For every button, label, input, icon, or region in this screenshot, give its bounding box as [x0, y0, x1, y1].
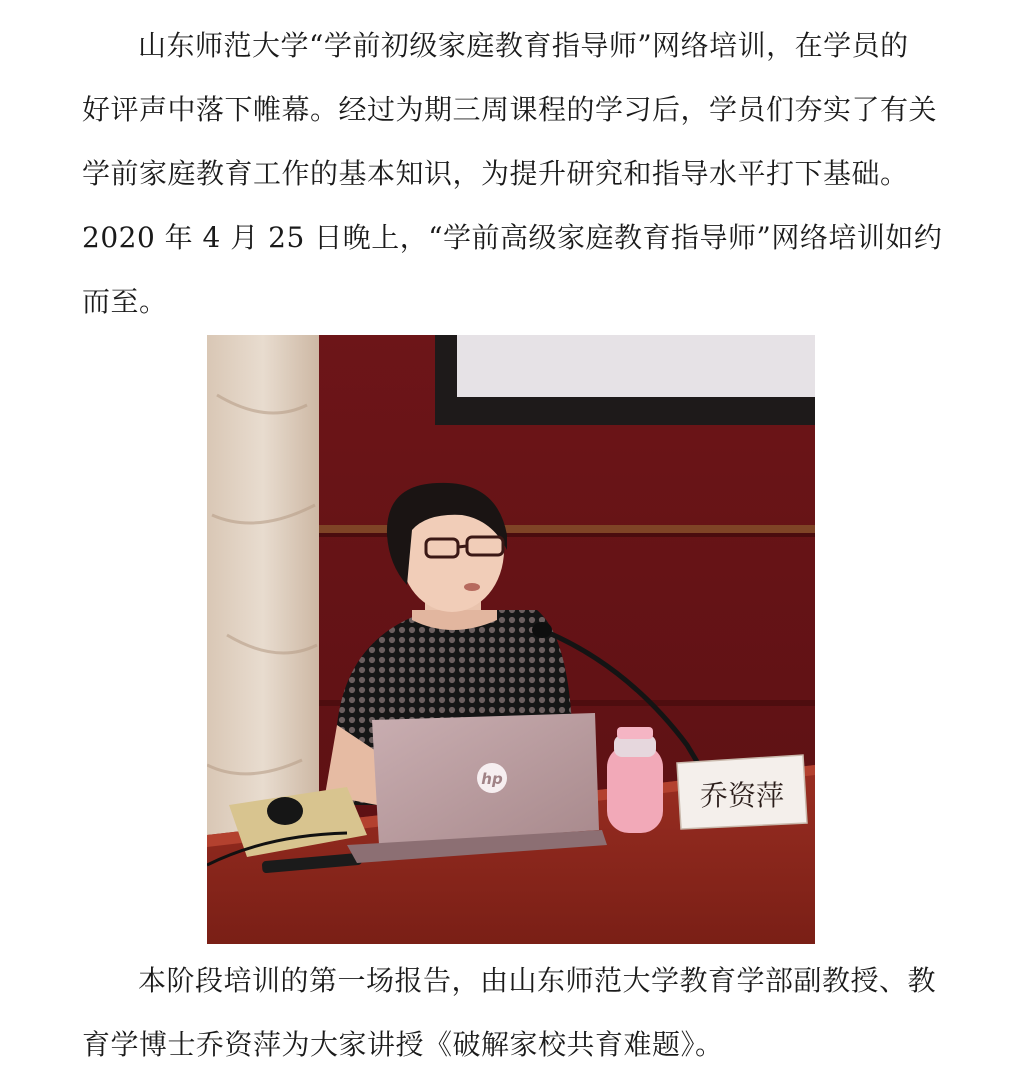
paragraph-line: 山东师范大学“学前初级家庭教育指导师”网络培训，在学员的: [138, 29, 909, 62]
nameplate-text: 乔资萍: [699, 779, 785, 812]
paragraph-line: 好评声中落下帷幕。经过为期三周课程的学习后，学员们夯实了有关: [82, 93, 938, 126]
paragraph-line: 学前家庭教育工作的基本知识，为提升研究和指导水平打下基础。: [82, 157, 909, 190]
paragraph-line: 本阶段培训的第一场报告，由山东师范大学教育学部副教授、教: [138, 964, 937, 997]
paragraph-line: 2020 年 4 月 25 日晚上，“学前高级家庭教育指导师”网络培训如约: [82, 221, 943, 254]
report-paragraph: [82, 949, 942, 1077]
lecture-photo-illustration: [207, 335, 815, 944]
laptop-logo: hp: [481, 770, 503, 788]
paragraph-line: 育学博士乔资萍为大家讲授《破解家校共育难题》。: [82, 1028, 724, 1061]
lecture-photo: [207, 335, 815, 944]
intro-paragraph: [82, 14, 942, 334]
paragraph-line: 而至。: [82, 285, 168, 318]
